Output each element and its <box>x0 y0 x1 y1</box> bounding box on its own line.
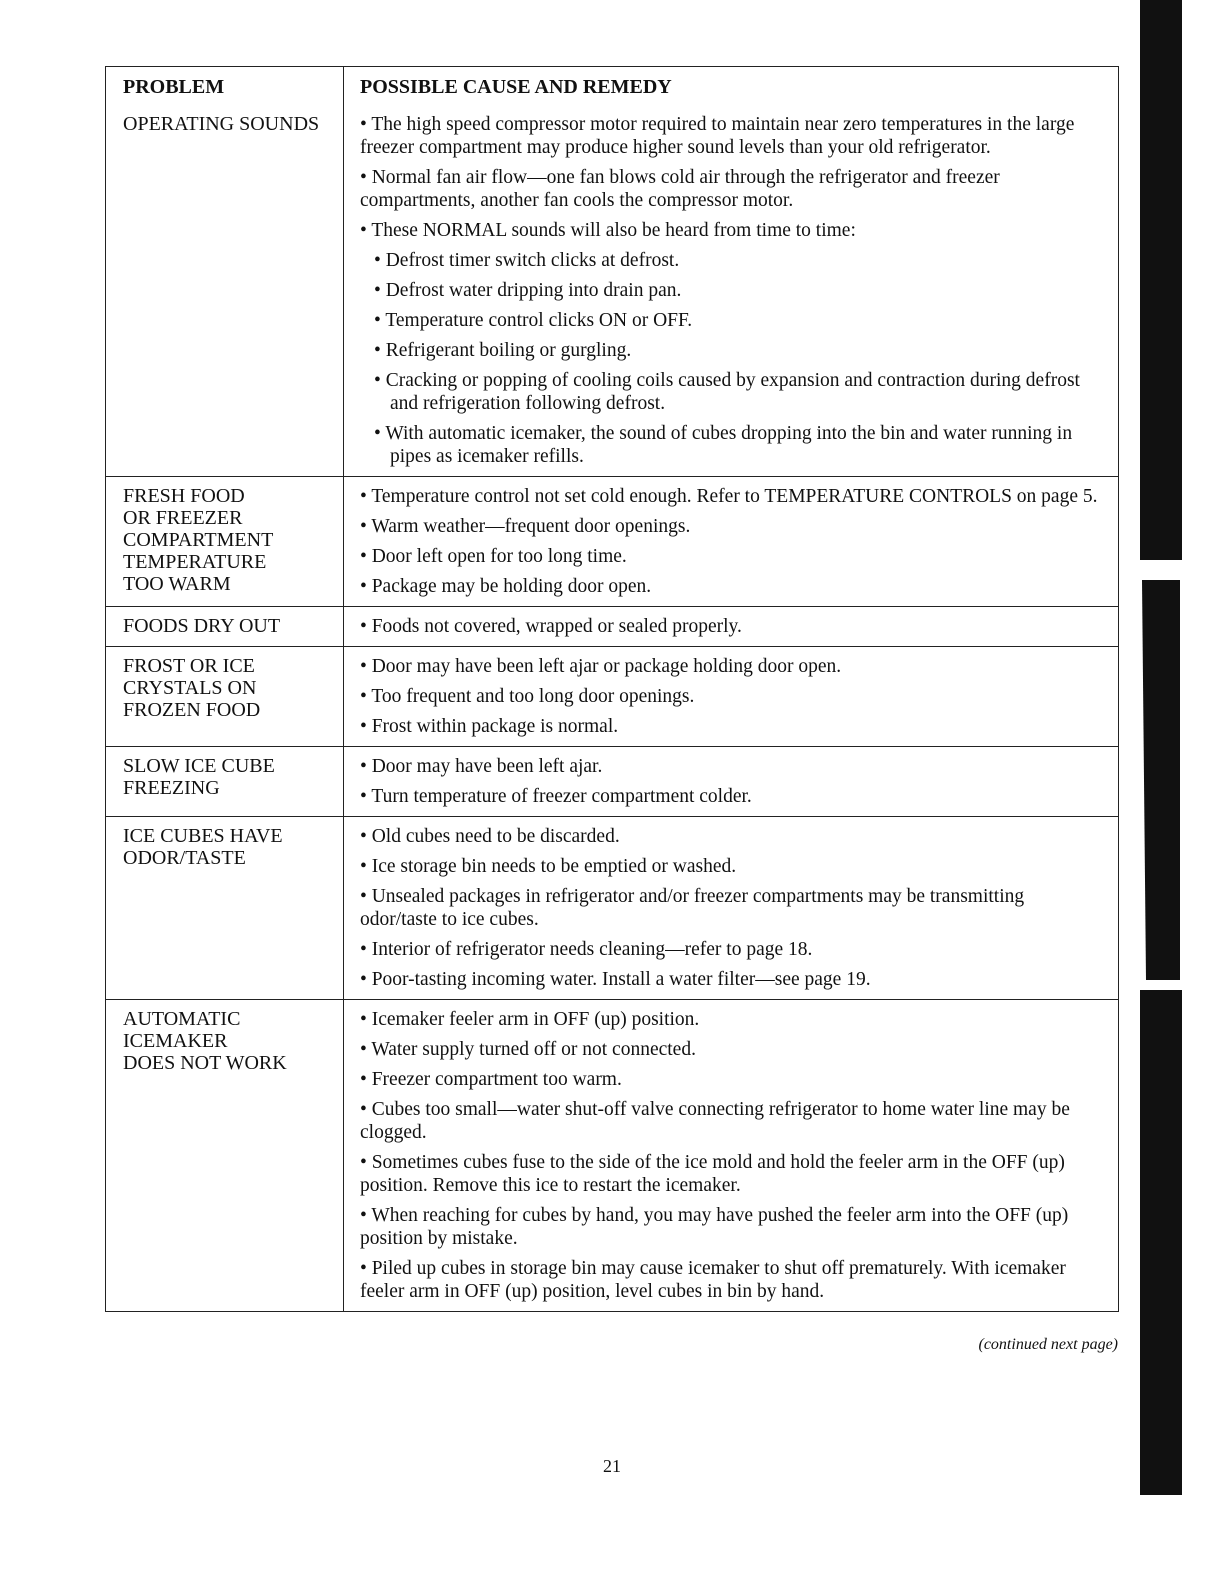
problem-cell <box>106 105 344 476</box>
remedy-item: • Sometimes cubes fuse to the side of the ice mold and hold the feeler arm in the OFF (up) position. Remove this ice to restart the icemaker. <box>360 1152 1065 1196</box>
problem-cell <box>106 817 344 999</box>
remedy-item: • When reaching for cubes by hand, you may have pushed the feeler arm into the OFF (up) position by mistake. <box>360 1205 1069 1249</box>
remedy-item: • Ice storage bin needs to be emptied or washed. <box>360 856 737 877</box>
table-row <box>106 476 1118 606</box>
problem-text: CRYSTALS ON <box>123 677 257 699</box>
remedy-item: • Defrost water dripping into drain pan. <box>374 280 682 301</box>
remedy-cell <box>344 817 1118 999</box>
problem-text: FREEZING <box>123 777 220 799</box>
table-row <box>106 999 1118 1311</box>
problem-cell <box>106 647 344 746</box>
remedy-item: • Cracking or popping of cooling coils caused by expansion and contraction during defrost and refrigeration following defrost. <box>374 370 1080 414</box>
remedy-item: • These NORMAL sounds will also be heard from time to time: <box>360 220 856 241</box>
remedy-item: • Defrost timer switch clicks at defrost. <box>374 250 680 271</box>
table-row <box>106 816 1118 999</box>
problem-text: FOODS DRY OUT <box>123 615 281 637</box>
page-number: 21 <box>603 1456 621 1476</box>
remedy-item: • Normal fan air flow—one fan blows cold air through the refrigerator and freezer compartments, another fan cools the compressor motor. <box>360 167 1000 211</box>
remedy-cell <box>344 747 1118 816</box>
remedy-item: • Poor-tasting incoming water. Install a water filter—see page 19. <box>360 969 871 990</box>
table-row <box>106 746 1118 816</box>
remedy-item: • Refrigerant boiling or gurgling. <box>374 340 632 361</box>
remedy-item: • Water supply turned off or not connected. <box>360 1039 696 1060</box>
remedy-item: • Warm weather—frequent door openings. <box>360 516 691 537</box>
remedy-item: • Temperature control clicks ON or OFF. <box>374 310 693 331</box>
remedy-item: • Frost within package is normal. <box>360 716 619 737</box>
remedy-cell <box>344 477 1118 606</box>
table-row <box>106 606 1118 646</box>
table-row <box>106 646 1118 746</box>
remedy-cell <box>344 1000 1118 1311</box>
remedy-item: • Temperature control not set cold enough. Refer to TEMPERATURE CONTROLS on page 5. <box>360 486 1098 507</box>
problem-text: COMPARTMENT <box>123 529 274 551</box>
remedy-item: • Piled up cubes in storage bin may cause icemaker to shut off prematurely. With icemaker feeler arm in OFF (up) position, level cubes in bin by hand. <box>360 1258 1066 1302</box>
problem-cell <box>106 1000 344 1311</box>
troubleshooting-table <box>105 66 1119 1312</box>
problem-cell <box>106 607 344 646</box>
problem-text: FROZEN FOOD <box>123 699 261 721</box>
problem-text: OPERATING SOUNDS <box>123 113 320 135</box>
remedy-item: • Icemaker feeler arm in OFF (up) position. <box>360 1009 700 1030</box>
remedy-item: • Cubes too small—water shut-off valve connecting refrigerator to home water line may be clogged. <box>360 1099 1070 1143</box>
problem-cell <box>106 477 344 606</box>
remedy-cell <box>344 105 1118 476</box>
table-header <box>106 67 1118 105</box>
problem-text: DOES NOT WORK <box>123 1052 287 1074</box>
remedy-item: • Door left open for too long time. <box>360 546 627 567</box>
problem-text: ICE CUBES HAVE <box>123 825 283 847</box>
table-row <box>106 105 1118 476</box>
section-tab-bar <box>1140 0 1184 1500</box>
remedy-item: • Door may have been left ajar or package holding door open. <box>360 656 842 677</box>
remedy-item: • Too frequent and too long door openings. <box>360 686 695 707</box>
problem-text: ODOR/TASTE <box>123 847 246 869</box>
remedy-item: • The high speed compressor motor required to maintain near zero temperatures in the large freezer compartment may produce higher sound levels than your old refrigerator. <box>360 114 1075 158</box>
problem-cell <box>106 747 344 816</box>
remedy-item: • Foods not covered, wrapped or sealed properly. <box>360 616 742 637</box>
continued-note: (continued next page) <box>978 1336 1118 1353</box>
header-remedy: POSSIBLE CAUSE AND REMEDY <box>360 76 672 98</box>
problem-text: FROST OR ICE <box>123 655 255 677</box>
remedy-cell <box>344 607 1118 646</box>
header-problem: PROBLEM <box>106 67 344 105</box>
problem-text: TEMPERATURE <box>123 551 267 573</box>
remedy-item: • Unsealed packages in refrigerator and/or freezer compartments may be transmitting odor/taste to ice cubes. <box>360 886 1025 930</box>
remedy-item: • Interior of refrigerator needs cleaning—refer to page 18. <box>360 939 813 960</box>
problem-text: ICEMAKER <box>123 1030 228 1052</box>
problem-text: SLOW ICE CUBE <box>123 755 275 777</box>
remedy-item: • Old cubes need to be discarded. <box>360 826 620 847</box>
remedy-cell <box>344 647 1118 746</box>
remedy-item: • Turn temperature of freezer compartment colder. <box>360 786 752 807</box>
remedy-item: • Door may have been left ajar. <box>360 756 603 777</box>
problem-text: TOO WARM <box>123 573 231 595</box>
problem-text: FRESH FOOD <box>123 485 245 507</box>
problem-text: AUTOMATIC <box>123 1008 241 1030</box>
remedy-item: • Freezer compartment too warm. <box>360 1069 622 1090</box>
remedy-item: • With automatic icemaker, the sound of cubes dropping into the bin and water running in pipes as icemaker refills. <box>374 423 1073 467</box>
remedy-item: • Package may be holding door open. <box>360 576 652 597</box>
problem-text: OR FREEZER <box>123 507 243 529</box>
